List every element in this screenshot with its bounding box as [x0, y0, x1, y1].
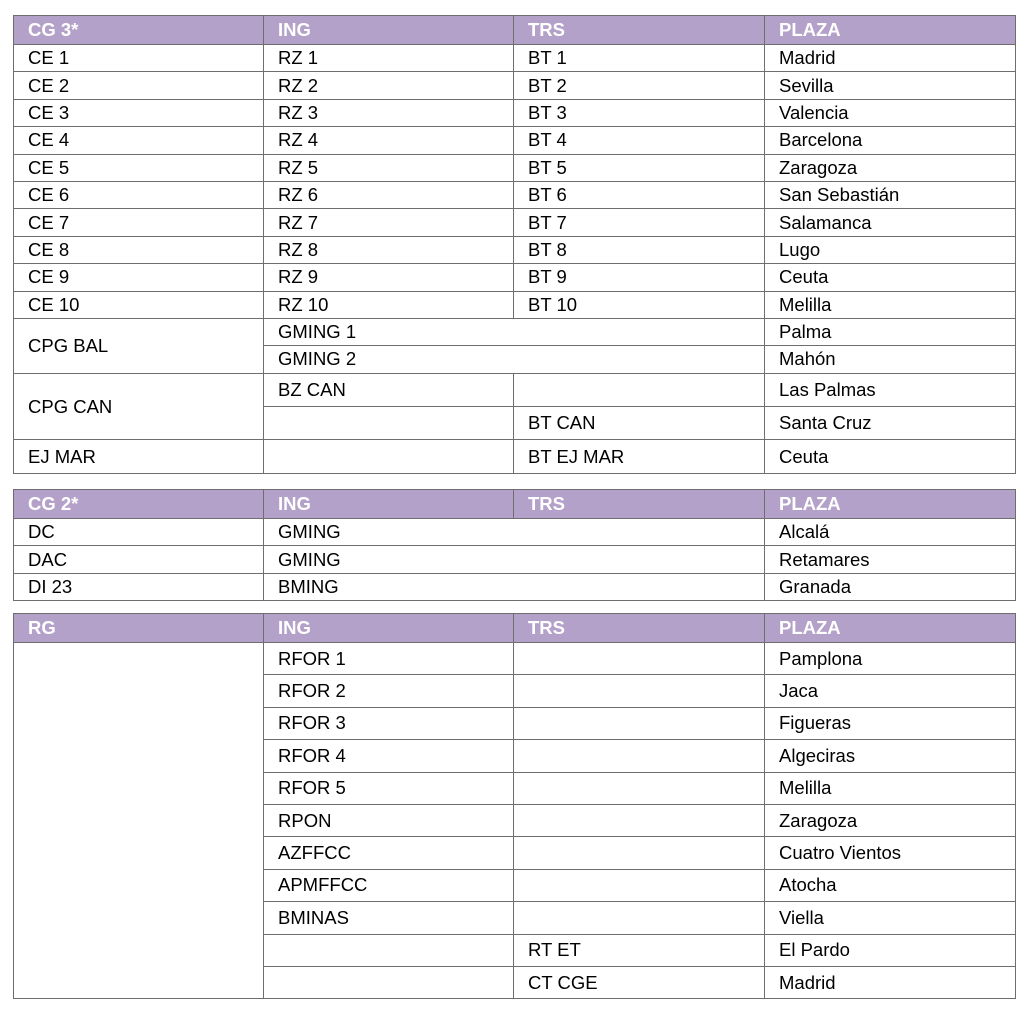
table-cell: BT 9 [514, 264, 765, 291]
table-cell: Granada [765, 573, 1016, 600]
table-header-row [14, 16, 1016, 45]
table-cell: RFOR 2 [264, 675, 514, 707]
table-cell: Valencia [765, 99, 1016, 126]
table-row [14, 573, 1016, 600]
table-cell: Figueras [765, 707, 1016, 739]
table-cell [264, 407, 514, 440]
cpg-can-cell: CPG CAN [14, 373, 264, 440]
table-cell: RZ 4 [264, 127, 514, 154]
table-cell [514, 675, 765, 707]
table-cell [264, 934, 514, 966]
column-header: PLAZA [765, 490, 1016, 519]
table-cell [514, 707, 765, 739]
table-cell: BMINAS [264, 902, 514, 934]
table-cell [514, 643, 765, 675]
column-header: PLAZA [765, 614, 1016, 643]
table-cell: CE 5 [14, 154, 264, 181]
table-cell: APMFFCC [264, 869, 514, 901]
table-cell: Lugo [765, 236, 1016, 263]
table-cell: RT ET [514, 934, 765, 966]
table-cell: Algeciras [765, 740, 1016, 772]
table-cell [514, 902, 765, 934]
table-cell: BT 6 [514, 181, 765, 208]
table-cell: Atocha [765, 869, 1016, 901]
column-header: TRS [514, 614, 765, 643]
table-cell: Retamares [765, 546, 1016, 573]
table-cell: CE 2 [14, 72, 264, 99]
table-cell: Viella [765, 902, 1016, 934]
table-cell [264, 440, 514, 473]
table-cell: BT 5 [514, 154, 765, 181]
table-cell [514, 837, 765, 869]
table-row [14, 373, 1016, 406]
table-cell: BT 3 [514, 99, 765, 126]
table-row [14, 264, 1016, 291]
table-cell [514, 373, 765, 406]
column-header: CG 3* [14, 16, 264, 45]
column-header: ING [264, 490, 514, 519]
table-cell: Sevilla [765, 72, 1016, 99]
table-row [14, 99, 1016, 126]
table-row [14, 209, 1016, 236]
table-cell: CE 9 [14, 264, 264, 291]
table-row [14, 236, 1016, 263]
table-row [14, 291, 1016, 318]
table-cell: DI 23 [14, 573, 264, 600]
cg3-table [13, 15, 1016, 474]
table-cell: RZ 8 [264, 236, 514, 263]
column-header: TRS [514, 16, 765, 45]
rg-table [13, 613, 1016, 999]
table-cell: RZ 7 [264, 209, 514, 236]
table-cell: GMING 2 [264, 346, 765, 373]
table-cell: Ceuta [765, 440, 1016, 473]
table-cell: San Sebastián [765, 181, 1016, 208]
table-row [14, 519, 1016, 546]
table-cell: GMING 1 [264, 318, 765, 345]
table-cell: RZ 1 [264, 45, 514, 72]
table-cell: Barcelona [765, 127, 1016, 154]
table-cell: Zaragoza [765, 154, 1016, 181]
table-cell: RPON [264, 804, 514, 836]
column-header: ING [264, 614, 514, 643]
table-cell: RZ 9 [264, 264, 514, 291]
table-cell: BT 4 [514, 127, 765, 154]
table-cell: GMING [264, 546, 765, 573]
table-row [14, 45, 1016, 72]
table-cell: CE 6 [14, 181, 264, 208]
table-cell [514, 740, 765, 772]
table-cell: Santa Cruz [765, 407, 1016, 440]
column-header: ING [264, 16, 514, 45]
table-row [14, 181, 1016, 208]
table-cell: AZFFCC [264, 837, 514, 869]
table-cell: Cuatro Vientos [765, 837, 1016, 869]
table-cell: GMING [264, 519, 765, 546]
column-header: RG [14, 614, 264, 643]
table-cell: El Pardo [765, 934, 1016, 966]
table-cell: RFOR 4 [264, 740, 514, 772]
table-cell: CE 10 [14, 291, 264, 318]
table-cell: RFOR 5 [264, 772, 514, 804]
table-cell: Ceuta [765, 264, 1016, 291]
table-cell: BT 1 [514, 45, 765, 72]
table-cell: EJ MAR [14, 440, 264, 473]
table-cell [514, 772, 765, 804]
table-cell: Palma [765, 318, 1016, 345]
table-cell: CE 3 [14, 99, 264, 126]
table-cell: BT 10 [514, 291, 765, 318]
table-cell: Jaca [765, 675, 1016, 707]
table-cell: RFOR 3 [264, 707, 514, 739]
table-row [14, 643, 1016, 675]
table-cell: BT EJ MAR [514, 440, 765, 473]
table-cell: Pamplona [765, 643, 1016, 675]
table-cell: BT CAN [514, 407, 765, 440]
table-header-row [14, 614, 1016, 643]
rg-empty-cell [14, 643, 264, 999]
table-cell: RZ 6 [264, 181, 514, 208]
table-cell: Mahón [765, 346, 1016, 373]
table-cell: DC [14, 519, 264, 546]
table-row [14, 127, 1016, 154]
table-cell [264, 966, 514, 998]
column-header: CG 2* [14, 490, 264, 519]
table-row [14, 72, 1016, 99]
table-cell: DAC [14, 546, 264, 573]
table-row [14, 318, 1016, 345]
cpg-bal-cell: CPG BAL [14, 318, 264, 373]
table-cell: CE 1 [14, 45, 264, 72]
table-cell: RZ 10 [264, 291, 514, 318]
table-cell: RFOR 1 [264, 643, 514, 675]
table-cell: BT 2 [514, 72, 765, 99]
table-cell: Salamanca [765, 209, 1016, 236]
table-cell: BMING [264, 573, 765, 600]
table-row [14, 546, 1016, 573]
table-cell: RZ 3 [264, 99, 514, 126]
column-header: PLAZA [765, 16, 1016, 45]
table-cell: Madrid [765, 966, 1016, 998]
table-cell: BT 7 [514, 209, 765, 236]
table-cell: Madrid [765, 45, 1016, 72]
table-cell [514, 804, 765, 836]
table-cell: Alcalá [765, 519, 1016, 546]
table-cell: CT CGE [514, 966, 765, 998]
column-header: TRS [514, 490, 765, 519]
table-cell: CE 4 [14, 127, 264, 154]
table-header-row [14, 490, 1016, 519]
table-cell: RZ 2 [264, 72, 514, 99]
table-cell: CE 7 [14, 209, 264, 236]
cg2-table [13, 489, 1016, 601]
table-cell: BZ CAN [264, 373, 514, 406]
table-row [14, 154, 1016, 181]
table-cell: BT 8 [514, 236, 765, 263]
table-row [14, 440, 1016, 473]
table-cell: Zaragoza [765, 804, 1016, 836]
table-cell: Melilla [765, 291, 1016, 318]
table-cell [514, 869, 765, 901]
table-cell: Las Palmas [765, 373, 1016, 406]
table-cell: CE 8 [14, 236, 264, 263]
table-cell: Melilla [765, 772, 1016, 804]
table-cell: RZ 5 [264, 154, 514, 181]
